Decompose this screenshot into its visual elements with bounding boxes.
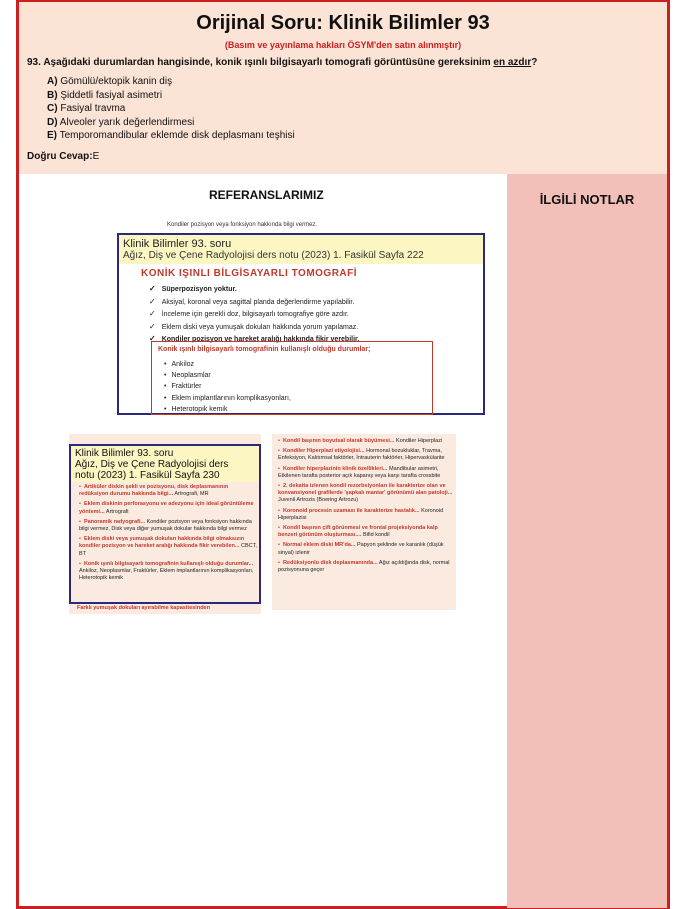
usage-item: • Eklem implantlarının komplikasyonları, <box>164 393 291 404</box>
section-title: KONİK IŞINLI BİLGİSAYARLI TOMOGRAFİ <box>141 268 358 279</box>
cut-off-tail: Farklı yumuşak dokuları ayırabilme kapasitesinden <box>77 605 210 611</box>
list-item: • Redüksiyonlu disk deplasmanında... Ağız açıldığında disk, normal pozisyonuna geçer <box>278 560 454 574</box>
notes-title: İLGİLİ NOTLAR <box>539 192 635 207</box>
question-panel <box>19 2 667 174</box>
correct-answer <box>27 151 99 162</box>
question-text: Aşağıdaki durumlardan hangisinde, konik ışınlı bilgisayarlı tomografi görüntüsüne gereksinim <box>43 57 491 68</box>
usage-item: • Ankiloz <box>164 359 291 370</box>
reference-card-2 <box>69 434 261 614</box>
list-item: • Konik ışınlı bilgisayarlı tomografinin kullanışlı olduğu durumlar... Ankiloz, Neoplasmlar, Fraktürler, Eklem implantlarının komplikasyonları, Heterotopik kemik <box>79 561 257 583</box>
check-list <box>149 283 359 346</box>
usage-item: • Heterotopik kemik <box>164 404 291 415</box>
option-d: D) Alveoler yarık değerlendirmesi <box>47 116 195 128</box>
answer-label: Doğru Cevap: <box>27 151 93 162</box>
question-emphasis: en azdır <box>493 57 532 68</box>
list-item: • Artiküler diskin şekli ve pozisyonu, disk deplasmanının redüksiyon durumu hakkında bilgi... Artrografi, MR <box>79 484 257 498</box>
check-item: ✓ İnceleme için gerekli doz, bilgisayarlı tomografiye göre azdır. <box>149 308 359 321</box>
reference-card-1-header: Klinik Bilimler 93. soru Ağız, Diş ve Çene Radyolojisi ders notu (2023) 1. Fasikül Sayfa 222 <box>119 235 483 264</box>
notes-panel <box>507 174 667 908</box>
option-b: B) Şiddetli fasiyal asimetri <box>47 89 163 101</box>
usage-item: • Neoplasmlar <box>164 370 291 381</box>
copyright-note: (Basım ve yayınlama hakları ÖSYM'den satın alınmıştır) <box>224 40 462 50</box>
check-item: ✓ Kondiler pozisyon ve hareket aralığı hakkında fikir verebilir. <box>149 333 359 346</box>
reference-card-2-list <box>79 484 257 585</box>
reference-card-2-header: Klinik Bilimler 93. soru Ağız, Diş ve Çene Radyolojisi ders notu (2023) 1. Fasikül Sayfa 230 <box>71 446 259 482</box>
list-item: • Kondiler hiperplazinin klinik özellikleri... Mandibular asimetri, Etkilenen tarafta posterior açık kapanış veya karşı tarafta crossbite <box>278 466 454 480</box>
list-item: • Normal eklem diski MR'da... Papyon şeklinde ve karanlık (düşük sinyal) izlenir <box>278 542 454 556</box>
option-e: E) Temporomandibular eklemde disk deplasmanı teşhisi <box>47 130 295 142</box>
list-item: • Eklem diski veya yumuşak dokuları hakkında bilgi olmaksızın kondiler pozisyon ve hareket aralığı hakkında fikir verebilen... CBCT, BT <box>79 536 257 558</box>
list-item: • Kondil başının boyutsal olarak büyümesi... Kondiler Hiperplazi <box>278 438 454 445</box>
usage-title: Konik ışınlı bilgisayarlı tomografinin kullanışlı olduğu durumlar; <box>158 346 371 353</box>
options-list <box>47 75 295 143</box>
references-title: REFERANSLARIMIZ <box>209 188 324 202</box>
reference-card-3 <box>272 434 456 610</box>
list-item: • Kondil başının çift görünmesi ve frontal projeksiyonda kalp benzeri görünüm oluşturması.... Bifid kondil <box>278 525 454 539</box>
answer-value: E <box>92 151 100 162</box>
check-item: ✓ Eklem diski veya yumuşak dokuları hakkında yorum yapılamaz. <box>149 321 359 334</box>
cut-off-line: Kondiler pozisyon veya fonksiyon hakkında bilgi vermez. <box>167 222 318 228</box>
reference-card-1-frame <box>117 233 485 415</box>
reference-card-1 <box>117 220 487 416</box>
reference-card-3-list <box>278 438 454 577</box>
list-item: • 2. dekatta izlenen kondil rezorbsiyonları ile karakterize olan ve konvansiyonel grafilerde 'şapkalı mantar' görünümü alan patoloji... Juvenil Artrozis (Boering Artrozu) <box>278 483 454 505</box>
question-stem <box>27 57 647 68</box>
option-c: C) Fasiyal travma <box>47 103 126 115</box>
list-item: • Eklem diskinin perforasyonu ve adezyonu için ideal görüntüleme yöntemi... Artrografi <box>79 501 257 515</box>
check-item: ✓ Süperpozisyon yoktur. <box>149 283 359 296</box>
question-mark: ? <box>531 57 538 68</box>
question-number: 93. <box>27 57 41 68</box>
option-a: A) Gömülü/ektopik kanin diş <box>47 76 173 87</box>
list-item: • Koronoid procesin uzaması ile karakterize hastalık... Koronoid Hiperplazisi <box>278 508 454 522</box>
page-title: Orijinal Soru: Klinik Bilimler 93 <box>196 12 490 34</box>
reference-card-2-frame <box>69 444 261 604</box>
list-item: • Kondiler Hiperplazi etiyolojisi... Hormonal bozukluklar, Travma, Enfeksiyon, Kalıtımsal faktörler, İntrauterin faktörler, Hipervaskülarite <box>278 448 454 462</box>
page-frame <box>16 0 670 909</box>
usage-box <box>151 341 433 415</box>
list-item: • Panoramik radyografi... Kondiler pozisyon veya fonksiyon hakkında bilgi vermez, Disk veya diğer yumuşak dokular hakkında bilgi vermez <box>79 519 257 533</box>
usage-list <box>164 359 291 415</box>
check-item: ✓ Aksiyal, koronal veya sagittal planda değerlendirme yapılabilir. <box>149 296 359 309</box>
usage-item: • Fraktürler <box>164 381 291 392</box>
